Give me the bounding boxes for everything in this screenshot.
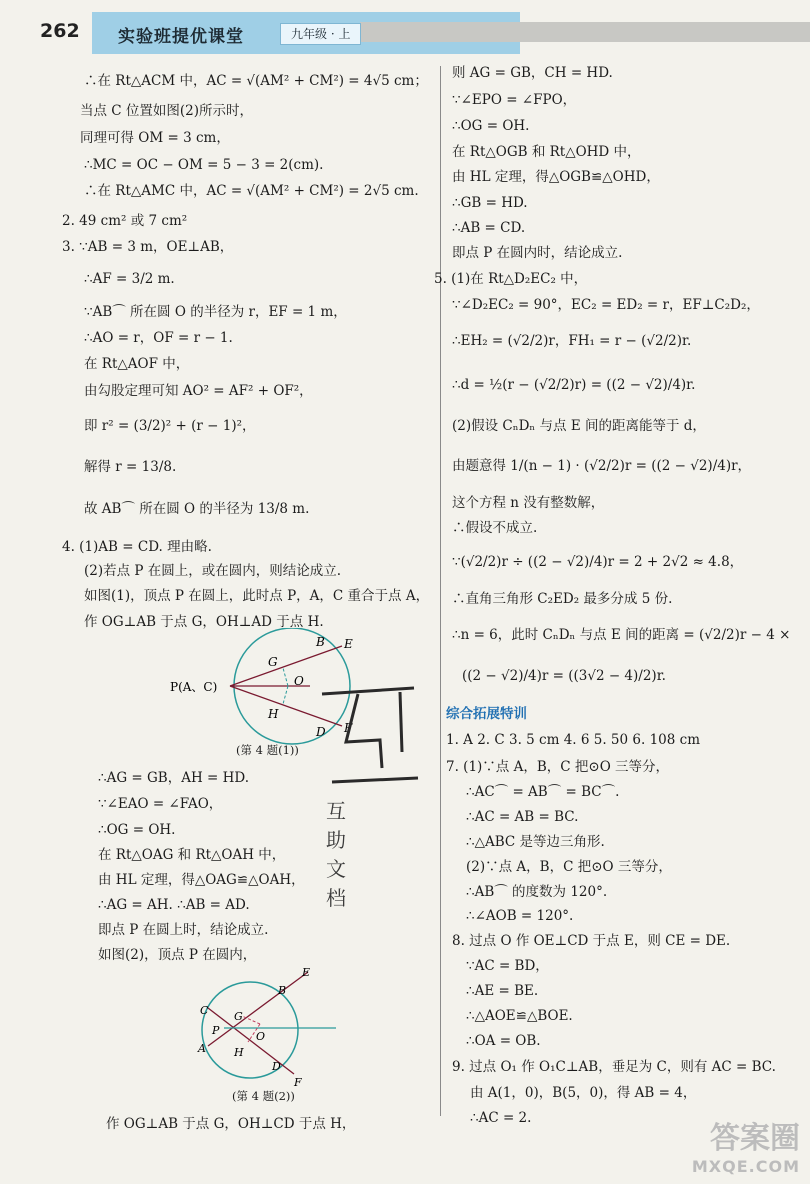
text-line: 5. (1)在 Rt△D₂EC₂ 中， <box>434 271 588 287</box>
text-line: ∴AC = AB = BC. <box>466 809 579 825</box>
text-line: ∴EH₂ = (√2/2)r，FH₁ = r − (√2/2)r. <box>452 333 692 349</box>
line-og <box>242 1016 260 1024</box>
text-line: ∴AB = CD. <box>452 220 526 236</box>
label-h: H <box>268 707 279 721</box>
page-number: 262 <box>40 20 80 42</box>
text-line: 作 OG⊥AB 于点 G，OH⊥CD 于点 H， <box>106 1116 356 1132</box>
text-line: ∴AB⌒ 的度数为 120°. <box>466 884 608 900</box>
page-header <box>0 0 810 60</box>
text-line: 这个方程 n 没有整数解， <box>452 495 605 511</box>
text-line: ∴直角三角形 C₂ED₂ 最多分成 5 份. <box>452 591 673 607</box>
label-p: P(A、C) <box>170 680 218 694</box>
text-line: 同理可得 OM = 3 cm， <box>80 130 230 146</box>
text-line: 2. 49 cm² 或 7 cm² <box>62 213 188 229</box>
book-title: 实验班提优课堂 <box>118 27 244 47</box>
text-line: 由 HL 定理，得△OGB≌△OHD， <box>452 169 660 185</box>
text-line: 7. (1)∵点 A，B，C 把⊙O 三等分， <box>446 759 670 775</box>
text-line: (2)∵点 A，B，C 把⊙O 三等分， <box>466 859 672 875</box>
label-p: P <box>212 1024 220 1037</box>
text-line: ∵AB⌒ 所在圆 O 的半径为 r，EF = 1 m， <box>84 304 347 320</box>
label-f: F <box>294 1076 302 1089</box>
text-line: ∴在 Rt△AMC 中，AC = √(AM² + CM²) = 2√5 cm. <box>84 183 419 199</box>
text-line: 如图(1)，顶点 P 在圆上，此时点 P，A，C 重合于点 A， <box>84 588 430 604</box>
watermark-logo: 答案圈 <box>710 1121 800 1156</box>
section-heading: 综合拓展特训 <box>446 706 527 722</box>
text-line: ∴OA = OB. <box>466 1033 541 1049</box>
text-line: 故 AB⌒ 所在圆 O 的半径为 13/8 m. <box>84 501 310 517</box>
handwritten-stamp-glyph <box>318 682 428 792</box>
label-e: E <box>344 637 353 651</box>
line-cf <box>208 1008 294 1074</box>
text-line: 在 Rt△OGB 和 Rt△OHD 中， <box>452 144 641 160</box>
figure-2-caption: (第 4 题(2)) <box>232 1089 295 1103</box>
text-line: ((2 − √2)/4)r = ((3√2 − 4)/2)r. <box>462 668 666 684</box>
text-line: ∴AG = AH. ∴AB = AD. <box>98 897 250 913</box>
text-line: ∴d = ½(r − (√2/2)r) = ((2 − √2)/4)r. <box>452 377 696 393</box>
text-line: ∴AC⌒ = AB⌒ = BC⌒. <box>466 784 620 800</box>
text-line: ∴AE = BE. <box>466 983 539 999</box>
text-line: ∴AO = r，OF = r − 1. <box>84 330 233 346</box>
label-d: D <box>272 1060 281 1073</box>
text-line: ∴MC = OC − OM = 5 − 3 = 2(cm). <box>84 157 324 173</box>
label-b: B <box>316 635 325 649</box>
label-a: A <box>198 1042 206 1055</box>
text-line: ∴△ABC 是等边三角形. <box>466 834 605 850</box>
watermark <box>692 1113 800 1176</box>
text-line: 即点 P 在圆上时，结论成立. <box>98 922 269 938</box>
text-line: 9. 过点 O₁ 作 O₁C⊥AB，垂足为 C，则有 AC = BC. <box>452 1059 776 1075</box>
text-line: ∴∠AOB = 120°. <box>466 908 574 924</box>
column-divider <box>440 66 441 1116</box>
text-line: ∵∠EPO = ∠FPO， <box>452 92 577 108</box>
text-line: ∴GB = HD. <box>452 195 528 211</box>
figure-4-2 <box>190 962 340 1092</box>
text-line: 8. 过点 O 作 OE⊥CD 于点 E，则 CE = DE. <box>452 933 731 949</box>
label-g: G <box>234 1010 243 1023</box>
text-line: 作 OG⊥AB 于点 G，OH⊥AD 于点 H. <box>84 614 324 630</box>
text-line: 由 HL 定理，得△OAG≌△OAH， <box>98 872 305 888</box>
figure-1-caption: (第 4 题(1)) <box>236 743 299 757</box>
text-line: ∴OG = OH. <box>452 118 530 134</box>
grade-tag: 九年级 · 上 <box>280 23 361 45</box>
text-line: 由 A(1，0)，B(5，0)，得 AB = 4， <box>470 1085 697 1101</box>
label-h: H <box>234 1046 244 1059</box>
line-oh <box>283 686 288 704</box>
text-line: 4. (1)AB = CD. 理由略. <box>62 539 212 555</box>
text-line: (2)若点 P 在圆上，或在圆内，则结论成立. <box>84 563 342 579</box>
text-line: ∴n = 6，此时 CₙDₙ 与点 E 间的距离 = (√2/2)r − 4 × <box>452 627 791 643</box>
text-line: 当点 C 位置如图(2)所示时， <box>80 103 254 119</box>
label-b: B <box>278 984 287 997</box>
text-line: ∵(√2/2)r ÷ ((2 − √2)/4)r = 2 + 2√2 ≈ 4.8， <box>452 554 744 570</box>
header-gray-bar <box>360 22 810 42</box>
label-c: C <box>200 1004 209 1017</box>
text-line: 即 r² = (3/2)² + (r − 1)²， <box>84 418 256 434</box>
text-line: 即点 P 在圆内时，结论成立. <box>452 245 623 261</box>
label-o: O <box>256 1030 266 1043</box>
label-o: O <box>294 674 304 688</box>
text-line: ∴AF = 3/2 m. <box>84 271 175 287</box>
text-line: ∵AC = BD， <box>466 958 549 974</box>
text-line: ∵∠D₂EC₂ = 90°，EC₂ = ED₂ = r，EF⊥C₂D₂， <box>452 297 760 313</box>
text-line: ∴AG = GB，AH = HD. <box>98 770 250 786</box>
text-line: (2)假设 CₙDₙ 与点 E 间的距离能等于 d， <box>452 418 706 434</box>
text-line: 在 Rt△OAG 和 Rt△OAH 中， <box>98 847 286 863</box>
text-line: ∴AC = 2. <box>470 1110 532 1126</box>
label-g: G <box>268 655 278 669</box>
text-line: 如图(2)，顶点 P 在圆内， <box>98 947 257 963</box>
text-line: ∴△AOE≌△BOE. <box>466 1008 573 1024</box>
line-og <box>283 668 288 686</box>
text-line: 则 AG = GB，CH = HD. <box>452 65 613 81</box>
text-line: 在 Rt△AOF 中， <box>84 356 190 372</box>
text-line: 解得 r = 13/8. <box>84 459 177 475</box>
label-d: D <box>316 725 326 739</box>
label-f: F <box>344 721 353 735</box>
text-line: 3. ∵AB = 3 m，OE⊥AB， <box>62 239 234 255</box>
text-line: ∵∠EAO = ∠FAO， <box>98 796 223 812</box>
label-e: E <box>302 966 311 979</box>
text-line: 1. A 2. C 3. 5 cm 4. 6 5. 50 6. 108 cm <box>446 732 700 748</box>
text-line: ∴假设不成立. <box>452 520 538 536</box>
text-line: ∴OG = OH. <box>98 822 176 838</box>
stamp-text: 互助文档 <box>326 799 348 910</box>
text-line: 由题意得 1/(n − 1) · (√2/2)r = ((2 − √2)/4)r， <box>452 458 752 474</box>
watermark-url: MXQE.COM <box>691 1157 800 1176</box>
text-line: ∴在 Rt△ACM 中，AC = √(AM² + CM²) = 4√5 cm； <box>84 73 428 89</box>
text-line: 由勾股定理可知 AO² = AF² + OF²， <box>84 383 313 399</box>
